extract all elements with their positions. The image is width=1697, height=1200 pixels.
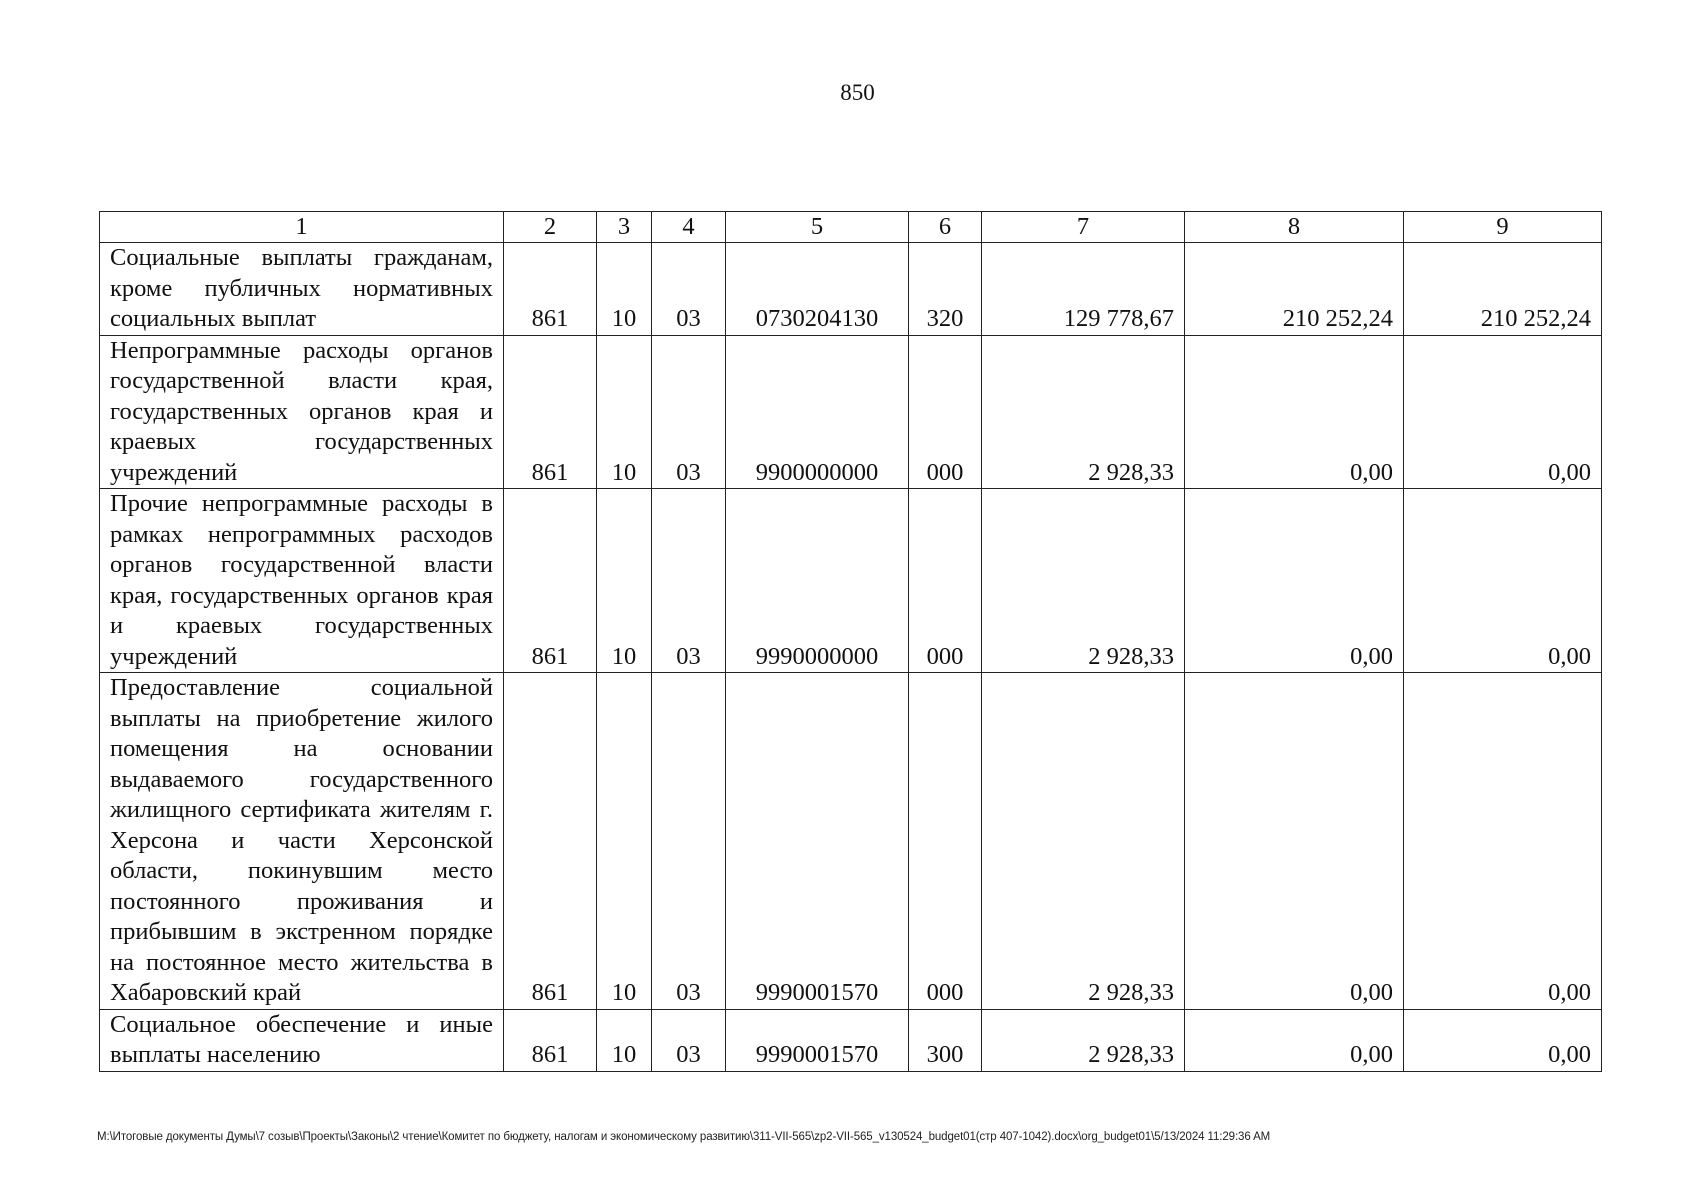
expense-type-code: 000 xyxy=(909,673,982,1010)
amount-column-7: 2 928,33 xyxy=(982,1009,1185,1071)
amount-column-7: 2 928,33 xyxy=(982,489,1185,673)
grbs-code: 861 xyxy=(504,243,597,336)
page-number: 850 xyxy=(840,80,875,105)
amount-column-8: 0,00 xyxy=(1185,1009,1404,1071)
amount-column-9: 0,00 xyxy=(1404,489,1602,673)
column-number-2: 2 xyxy=(504,212,597,243)
table-row xyxy=(100,335,1602,489)
expense-name: Социальное обеспечение и иные выплаты населению xyxy=(100,1009,504,1071)
amount-column-8: 0,00 xyxy=(1185,335,1404,489)
section-code: 10 xyxy=(597,243,652,336)
section-code: 10 xyxy=(597,335,652,489)
grbs-code: 861 xyxy=(504,489,597,673)
expense-name: Непрограммные расходы органов государственной власти края, государственных органов края и краевых государственных учреждений xyxy=(100,335,504,489)
column-number-3: 3 xyxy=(597,212,652,243)
expense-type-code: 300 xyxy=(909,1009,982,1071)
column-number-5: 5 xyxy=(726,212,909,243)
table-row xyxy=(100,673,1602,1010)
target-article-code: 0730204130 xyxy=(726,243,909,336)
column-number-1: 1 xyxy=(100,212,504,243)
subsection-code: 03 xyxy=(652,243,726,336)
grbs-code: 861 xyxy=(504,673,597,1010)
table-row xyxy=(100,1009,1602,1071)
expense-type-code: 000 xyxy=(909,335,982,489)
table-header-row xyxy=(100,212,1602,243)
grbs-code: 861 xyxy=(504,335,597,489)
column-number-4: 4 xyxy=(652,212,726,243)
expense-name: Прочие непрограммные расходы в рамках непрограммных расходов органов государственной власти края, государственных органов края и краевых государственных учреждений xyxy=(100,489,504,673)
budget-table xyxy=(99,211,1602,1072)
expense-name: Предоставление социальной выплаты на приобретение жилого помещения на основании выдаваемого государственного жилищного сертификата жителям г. Херсона и части Херсонской области, покинувшим место постоянного проживания и прибывшим в экстренном порядке на постоянное место жительства в Хабаровский край xyxy=(100,673,504,1010)
table-row xyxy=(100,489,1602,673)
target-article-code: 9990001570 xyxy=(726,1009,909,1071)
subsection-code: 03 xyxy=(652,335,726,489)
subsection-code: 03 xyxy=(652,489,726,673)
amount-column-8: 210 252,24 xyxy=(1185,243,1404,336)
amount-column-9: 0,00 xyxy=(1404,335,1602,489)
footer-file-path: M:\Итоговые документы Думы\7 созыв\Проекты\Законы\2 чтение\Комитет по бюджету, налогам и экономическому развитию\311-VII-565\zp2-VII-565_v130524_budget01(стр 407-1042).docx\org_budget01\5/13/2024 11:29:36 AM xyxy=(97,1131,1271,1143)
amount-column-8: 0,00 xyxy=(1185,673,1404,1010)
expense-type-code: 000 xyxy=(909,489,982,673)
subsection-code: 03 xyxy=(652,1009,726,1071)
amount-column-9: 210 252,24 xyxy=(1404,243,1602,336)
amount-column-7: 2 928,33 xyxy=(982,335,1185,489)
target-article-code: 9900000000 xyxy=(726,335,909,489)
column-number-6: 6 xyxy=(909,212,982,243)
target-article-code: 9990000000 xyxy=(726,489,909,673)
amount-column-7: 129 778,67 xyxy=(982,243,1185,336)
expense-name: Социальные выплаты гражданам, кроме публичных нормативных социальных выплат xyxy=(100,243,504,336)
amount-column-7: 2 928,33 xyxy=(982,673,1185,1010)
table-row xyxy=(100,243,1602,336)
amount-column-9: 0,00 xyxy=(1404,1009,1602,1071)
grbs-code: 861 xyxy=(504,1009,597,1071)
amount-column-8: 0,00 xyxy=(1185,489,1404,673)
column-number-8: 8 xyxy=(1185,212,1404,243)
section-code: 10 xyxy=(597,673,652,1010)
amount-column-9: 0,00 xyxy=(1404,673,1602,1010)
target-article-code: 9990001570 xyxy=(726,673,909,1010)
expense-type-code: 320 xyxy=(909,243,982,336)
column-number-7: 7 xyxy=(982,212,1185,243)
column-number-9: 9 xyxy=(1404,212,1602,243)
subsection-code: 03 xyxy=(652,673,726,1010)
section-code: 10 xyxy=(597,1009,652,1071)
section-code: 10 xyxy=(597,489,652,673)
